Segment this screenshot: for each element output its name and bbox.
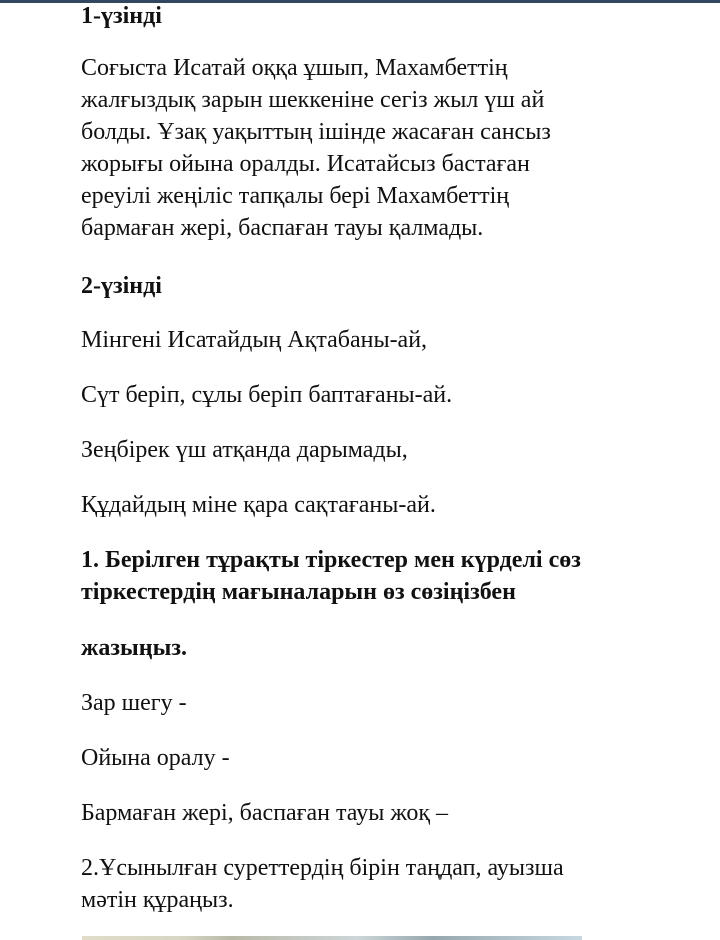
task-1-item: Зар шегу - <box>81 690 187 716</box>
excerpt-1-line: ереуілі жеңіліс тапқалы бері Махамбеттің <box>81 183 510 209</box>
excerpt-1-line: жорығы ойына оралды. Исатайсыз бастаған <box>81 151 530 177</box>
task-1-item: Ойына оралу - <box>81 745 230 771</box>
excerpt-1-line: болды. Ұзақ уақыттың ішінде жасаған сансыз <box>81 119 551 145</box>
task-2-line: 2.Ұсынылған суреттердің бірін таңдап, ауызша <box>81 855 564 881</box>
task-1-item: Бармаған жері, баспаған тауы жоқ – <box>81 800 449 826</box>
excerpt-1-paragraph <box>81 52 681 244</box>
excerpt-2-verse: Құдайдың міне қара сақтағаны-ай. <box>81 492 436 518</box>
excerpt-2-verse: Сүт беріп, сұлы беріп баптағаны-ай. <box>81 382 453 408</box>
excerpt-2-verse: Зеңбірек үш атқанда дарымады, <box>81 437 408 463</box>
excerpt-1-line: жалғыздық зарын шеккеніне сегіз жыл үш ай <box>81 87 545 113</box>
excerpt-2-heading: 2-үзінді <box>81 273 162 299</box>
task-1-prompt-line: 1. Берілген тұрақты тіркестер мен күрделі сөз <box>81 547 581 573</box>
excerpt-1-line: Соғыста Исатай оққа ұшып, Махамбеттің <box>81 55 508 81</box>
task-2-prompt <box>81 852 681 916</box>
task-1-prompt-line: жазыңыз. <box>81 635 187 661</box>
task-2-line: мәтін құраңыз. <box>81 887 234 913</box>
excerpt-1-line: бармаған жері, баспаған тауы қалмады. <box>81 215 484 241</box>
excerpt-2-verse: Мінгені Исатайдың Ақтабаны-ай, <box>81 327 428 353</box>
excerpt-1-heading: 1-үзінді <box>81 3 162 29</box>
image-edge <box>82 936 582 940</box>
task-1-prompt <box>81 544 681 608</box>
task-1-prompt-line: тіркестердің мағыналарын өз сөзіңізбен <box>81 579 516 605</box>
